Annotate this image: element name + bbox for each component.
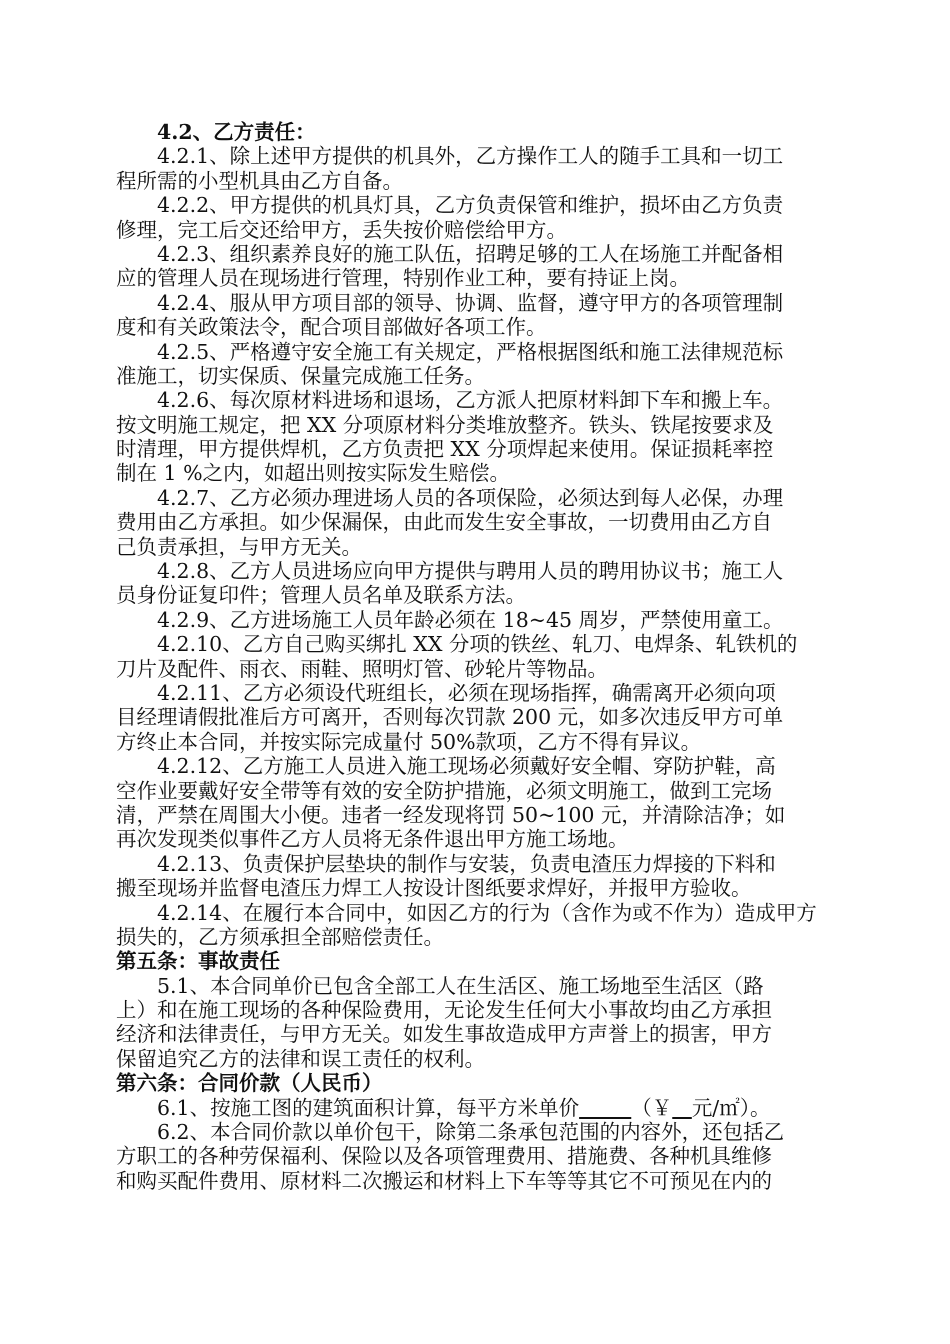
price-suffix: 元/㎡）。 bbox=[691, 1095, 771, 1120]
text-line: 4.2.7、乙方必须办理进场人员的各项保险，必须达到每人必保，办理 bbox=[157, 485, 784, 510]
text-line: 经济和法律责任，与甲方无关。如发生事故造成甲方声誉上的损害，甲方 bbox=[116, 1022, 772, 1047]
text-line: 度和有关政策法令，配合项目部做好各项工作。 bbox=[116, 315, 547, 340]
text-line: 准施工，切实保质、保量完成施工任务。 bbox=[116, 363, 485, 388]
text-line: 保留追究乙方的法律和误工责任的权利。 bbox=[116, 1046, 485, 1071]
yuan-amount-blank bbox=[672, 1096, 692, 1120]
text-line: 4.2.6、每次原材料进场和退场，乙方派人把原材料卸下车和搬上车。 bbox=[157, 388, 784, 413]
text-line: 4.2.9、乙方进场施工人员年龄必须在 18~45 周岁，严禁使用童工。 bbox=[157, 607, 784, 632]
text-line: 应的管理人员在现场进行管理，特别作业工种，要有持证上岗。 bbox=[116, 266, 690, 291]
text-line: 程所需的小型机具由乙方自备。 bbox=[116, 168, 403, 193]
price-middle: （￥ bbox=[631, 1095, 673, 1120]
text-line: 目经理请假批准后方可离开，否则每次罚款 200 元，如多次违反甲方可单 bbox=[116, 705, 784, 730]
text-line: 6.2、本合同价款以单价包干，除第二条承包范围的内容外，还包括乙 bbox=[157, 1120, 785, 1145]
text-line: 制在 1 %之内，如超出则按实际发生赔偿。 bbox=[116, 461, 511, 486]
text-line: 4.2.10、乙方自己购买绑扎 XX 分项的铁丝、轧刀、电焊条、轧铁机的 bbox=[157, 632, 798, 657]
paragraphs-part-a bbox=[116, 120, 836, 1096]
text-line: 再次发现类似事件乙方人员将无条件退出甲方施工场地。 bbox=[116, 827, 629, 852]
text-line: 4.2.5、严格遵守安全施工有关规定，严格根据图纸和施工法律规范标 bbox=[157, 339, 784, 364]
text-line: 4.2.1、除上述甲方提供的机具外，乙方操作工人的随手工具和一切工 bbox=[157, 144, 784, 169]
text-line: 上）和在施工现场的各种保险费用，无论发生任何大小事故均由乙方承担 bbox=[116, 998, 772, 1023]
price-line bbox=[116, 1096, 836, 1120]
text-line: 刀片及配件、雨衣、雨鞋、照明灯管、砂轮片等物品。 bbox=[116, 656, 608, 681]
section-heading: 第六条：合同价款（人民币） bbox=[116, 1071, 383, 1096]
text-line: 4.2.4、服从甲方项目部的领导、协调、监督，遵守甲方的各项管理制 bbox=[157, 290, 784, 315]
text-line: 清，严禁在周围大小便。违者一经发现将罚 50~100 元，并清除洁净；如 bbox=[116, 802, 786, 827]
text-line: 4.2.12、乙方施工人员进入施工现场必须戴好安全帽、穿防护鞋，高 bbox=[157, 754, 776, 779]
text-line: 4.2.13、负责保护层垫块的制作与安装，负责电渣压力焊接的下料和 bbox=[157, 851, 776, 876]
text-line: 空作业要戴好安全带等有效的安全防护措施，必须文明施工，做到工完场 bbox=[116, 778, 772, 803]
text-line: 按文明施工规定，把 XX 分项原材料分类堆放整齐。铁头、铁尾按要求及 bbox=[116, 412, 774, 437]
section-heading: 4.2、乙方责任： bbox=[157, 120, 316, 144]
text-line: 4.2.3、组织素养良好的施工队伍，招聘足够的工人在场施工并配备相 bbox=[157, 241, 784, 266]
text-line: 员身份证复印件；管理人员名单及联系方法。 bbox=[116, 583, 526, 608]
price-prefix: 6.1、按施工图的建筑面积计算，每平方米单价 bbox=[157, 1095, 580, 1120]
paragraphs-part-b bbox=[116, 1120, 836, 1193]
text-line: 和购买配件费用、原材料二次搬运和材料上下车等等其它不可预见在内的 bbox=[116, 1168, 772, 1193]
text-line: 费用由乙方承担。如少保漏保，由此而发生安全事故，一切费用由乙方自 bbox=[116, 510, 772, 535]
text-line: 损失的，乙方须承担全部赔偿责任。 bbox=[116, 924, 444, 949]
text-line: 4.2.11、乙方必须设代班组长，必须在现场指挥，确需离开必须向项 bbox=[157, 680, 776, 705]
text-line: 搬至现场并监督电渣压力焊工人按设计图纸要求焊好，并报甲方验收。 bbox=[116, 876, 752, 901]
text-line: 方终止本合同，并按实际完成量付 50%款项，乙方不得有异议。 bbox=[116, 729, 702, 754]
unit-price-blank bbox=[579, 1096, 631, 1120]
text-line: 方职工的各种劳保福利、保险以及各项管理费用、措施费、各种机具维修 bbox=[116, 1144, 772, 1169]
text-line: 4.2.14、在履行本合同中，如因乙方的行为（含作为或不作为）造成甲方 bbox=[157, 900, 817, 925]
text-line: 5.1、本合同单价已包含全部工人在生活区、施工场地至生活区（路 bbox=[157, 973, 764, 998]
section-heading: 第五条：事故责任 bbox=[116, 949, 280, 974]
text-line: 4.2.8、乙方人员进场应向甲方提供与聘用人员的聘用协议书；施工人 bbox=[157, 559, 784, 584]
contract-body bbox=[116, 120, 836, 1193]
text-line: 修理，完工后交还给甲方，丢失按价赔偿给甲方。 bbox=[116, 217, 567, 242]
text-line: 时清理，甲方提供焊机，乙方负责把 XX 分项焊起来使用。保证损耗率控 bbox=[116, 437, 774, 462]
text-line: 4.2.2、甲方提供的机具灯具，乙方负责保管和维护，损坏由乙方负责 bbox=[157, 193, 784, 218]
text-line: 己负责承担，与甲方无关。 bbox=[116, 534, 362, 559]
